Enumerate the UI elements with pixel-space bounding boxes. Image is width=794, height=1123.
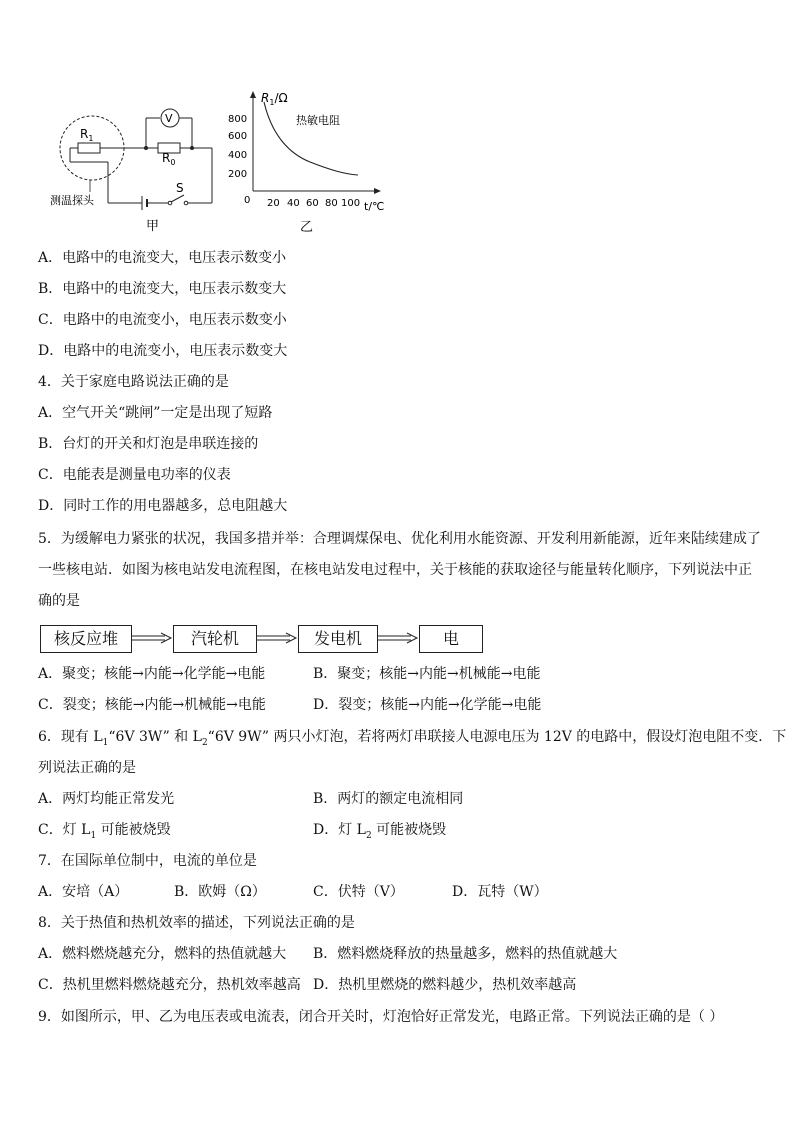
q7-option-b: B．欧姆（Ω） [174,884,266,900]
q7-option-a: A．安培（A） [38,884,129,900]
flow-box-turbine: 汽轮机 [173,625,257,653]
q5-option-d: D．裂变；核能→内能→化学能→电能 [313,697,542,713]
q3-option-d: D．电路中的电流变小，电压表示数变大 [38,343,288,359]
q3-option-c: C．电路中的电流变小，电压表示数变小 [38,312,287,328]
voltmeter-label: V [165,112,173,125]
switch-label: S [176,181,184,195]
q9-stem: 9．如图所示，甲、乙为电压表或电流表，闭合开关时，灯泡恰好正常发光，电路正常。下列说法正确的是（ ） [38,1009,724,1025]
arrow-right-icon [131,631,173,645]
ytick-600: 600 [228,131,248,142]
q4-option-a: A．空气开关“跳闸”一定是出现了短路 [38,405,273,421]
r0-label: $R_0$ [162,151,176,167]
q8-option-d: D．热机里燃烧的燃料越少，热机效率越高 [313,977,577,993]
q6-option-d: D．灯 $L_2$ 可能被烧毁 [313,822,447,841]
q5-stem-line1: 5．为缓解电力紧张的状况，我国多措并举：合理调煤保电、优化利用水能资源、开发利用新能源，近年来陆续建成了 [38,531,761,547]
q7-option-c: C．伏特（V） [313,884,404,900]
q6-stem-line2: 列说法正确的是 [38,760,136,776]
q8-stem: 8．关于热值和热机效率的描述，下列说法正确的是 [38,915,355,931]
x-axis-label: t/℃ [364,200,385,213]
q4-option-b: B．台灯的开关和灯泡是串联连接的 [38,436,259,452]
origin-label: 0 [244,195,251,206]
xtick-20: 20 [267,198,280,209]
q5-stem-line2: 一些核电站．如图为核电站发电流程图，在核电站发电过程中，关于核能的获取途径与能量转化顺序，下列说法中正 [38,562,752,578]
q8-option-a: A．燃料燃烧越充分，燃料的热值就越大 [38,946,287,962]
q5-option-b: B．聚变；核能→内能→机械能→电能 [313,666,541,682]
q3-option-a: A．电路中的电流变大，电压表示数变小 [38,250,287,266]
y-axis-label: $R_1/\Omega$ [261,91,288,107]
q6-option-b: B．两灯的额定电流相同 [313,791,464,807]
r1-label: $R_1$ [80,127,94,143]
q5-option-c: C．裂变；核能→内能→机械能→电能 [38,697,266,713]
xtick-40: 40 [287,198,300,209]
ytick-400: 400 [228,150,248,161]
arrow-right-icon [377,631,419,645]
ytick-200: 200 [228,169,248,180]
flow-box-electricity: 电 [419,625,483,653]
circuit-diagram [50,100,230,235]
q5-stem-line3: 确的是 [38,593,80,609]
q5-option-a: A．聚变；核能→内能→化学能→电能 [38,666,266,682]
arrow-right-icon [256,631,298,645]
q7-stem: 7．在国际单位制中，电流的单位是 [38,853,257,869]
q4-option-d: D．同时工作的用电器越多，总电阻越大 [38,498,288,514]
q4-option-c: C．电能表是测量电功率的仪表 [38,467,231,483]
q4-stem: 4．关于家庭电路说法正确的是 [38,374,229,390]
curve-label: 热敏电阻 [296,114,340,127]
q6-option-c: C．灯 $L_1$ 可能被烧毁 [38,822,171,841]
q3-option-b: B．电路中的电流变大，电压表示数变大 [38,281,287,297]
q8-option-c: C．热机里燃料燃烧越充分，热机效率越高 [38,977,301,993]
q6-stem-line1: 6．现有 $L_1“6V$ 3W” 和 $L_2“6V$ 9W” 两只小灯泡，若将两灯串联接人电源电压为 12V 的电路中，假设灯泡电阻不变．下 [38,729,787,748]
fig-b-caption: 乙 [300,220,314,235]
ytick-800: 800 [228,114,248,125]
flow-box-generator: 发电机 [298,625,378,653]
q8-option-b: B．燃料燃烧释放的热量越多，燃料的热值就越大 [313,946,618,962]
thermistor-graph [228,88,398,236]
flow-box-reactor: 核反应堆 [40,625,132,653]
xtick-80: 80 [325,198,338,209]
probe-label: 测温探头 [50,194,94,207]
q6-option-a: A．两灯均能正常发光 [38,791,175,807]
xtick-60: 60 [306,198,319,209]
fig-a-caption: 甲 [146,219,160,234]
q7-option-d: D．瓦特（W） [452,884,548,900]
xtick-100: 100 [341,198,361,209]
